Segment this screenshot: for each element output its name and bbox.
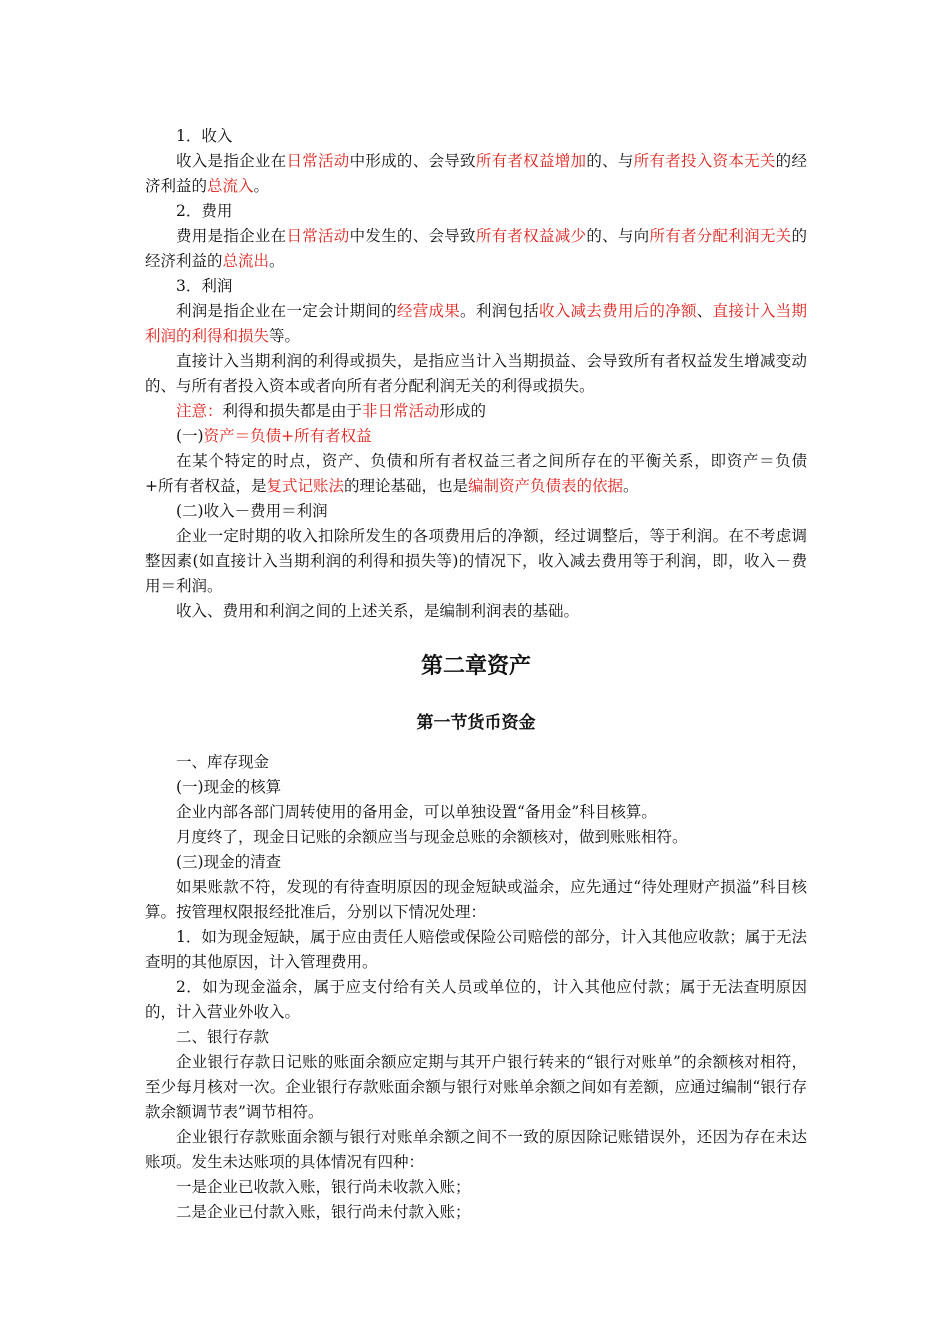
profit-heading: 3．利润 [176,277,233,295]
equation2-heading: (二)收入－费用＝利润 [176,502,328,520]
cash-paragraph: 企业内部各部门周转使用的备用金，可以单独设置“备用金”科目核算。 [176,803,657,821]
profit-note: 注意：利得和损失都是由于非日常活动形成的 [176,402,487,420]
bank-case-item: 一是企业已收款入账，银行尚未收款入账； [176,1178,471,1196]
cash-heading: 一、库存现金 [176,753,270,771]
equation2-basis: 收入、费用和利润之间的上述关系，是编制利润表的基础。 [176,602,580,620]
income-definition: 收入是指企业在日常活动中形成的、会导致所有者权益增加的、与所有者投入资本无关的经济利益的总流入。 [145,152,807,195]
document-content [145,124,807,1225]
expense-heading: 2．费用 [176,202,233,220]
cash-sub-inventory: (三)现金的清查 [176,853,282,871]
bank-paragraph: 企业银行存款日记账的账面余额应定期与其开户银行转来的“银行对账单”的余额核对相符，至少每月核对一次。企业银行存款账面余额与银行对账单余额之间如有差额，应通过编制“银行存款余额调节表”调节相符。 [145,1053,807,1121]
income-heading: 1．收入 [176,127,233,145]
bank-case-item: 二是企业已付款入账，银行尚未付款入账； [176,1203,471,1221]
bank-paragraph: 企业银行存款账面余额与银行对账单余额之间不一致的原因除记账错误外，还因为存在未达账项。发生未达账项的具体情况有四种： [145,1128,807,1171]
cash-paragraph: 如果账款不符，发现的有待查明原因的现金短缺或溢余，应先通过“待处理财产损溢”科目核算。按管理权限报经批准后，分别以下情况处理： [145,878,807,921]
chapter-title: 第二章资产 [420,654,531,679]
equation2-text: 企业一定时期的收入扣除所发生的各项费用后的净额，经过调整后，等于利润。在不考虑调整因素(如直接计入当期利润的利得和损失等)的情况下，收入减去费用等于利润，即，收入－费用＝利润。 [145,527,807,595]
cash-paragraph: 月度终了，现金日记账的余额应当与现金总账的余额核对，做到账账相符。 [176,828,688,846]
cash-surplus-item: 2．如为现金溢余，属于应支付给有关人员或单位的，计入其他应付款；属于无法查明原因的，计入营业外收入。 [145,978,807,1021]
profit-definition: 利润是指企业在一定会计期间的经营成果。利润包括收入减去费用后的净额、直接计入当期利润的利得和损失等。 [145,302,807,345]
section-title: 第一节货币资金 [416,713,536,733]
profit-direct-gains: 直接计入当期利润的利得或损失，是指应当计入当期损益、会导致所有者权益发生增减变动的、与所有者投入资本或者向所有者分配利润无关的利得或损失。 [145,352,807,395]
equation1-text: 在某个特定的时点，资产、负债和所有者权益三者之间所存在的平衡关系，即资产＝负债+所有者权益，是复式记账法的理论基础，也是编制资产负债表的依据。 [145,452,807,495]
cash-shortage-item: 1．如为现金短缺，属于应由责任人赔偿或保险公司赔偿的部分，计入其他应收款；属于无法查明的其他原因，计入管理费用。 [145,928,807,971]
bank-heading: 二、银行存款 [176,1028,270,1046]
equation1-heading: (一)资产＝负债+所有者权益 [176,427,372,445]
cash-sub-accounting: (一)现金的核算 [176,778,282,796]
expense-definition: 费用是指企业在日常活动中发生的、会导致所有者权益减少的、与向所有者分配利润无关的经济利益的总流出。 [145,227,807,270]
